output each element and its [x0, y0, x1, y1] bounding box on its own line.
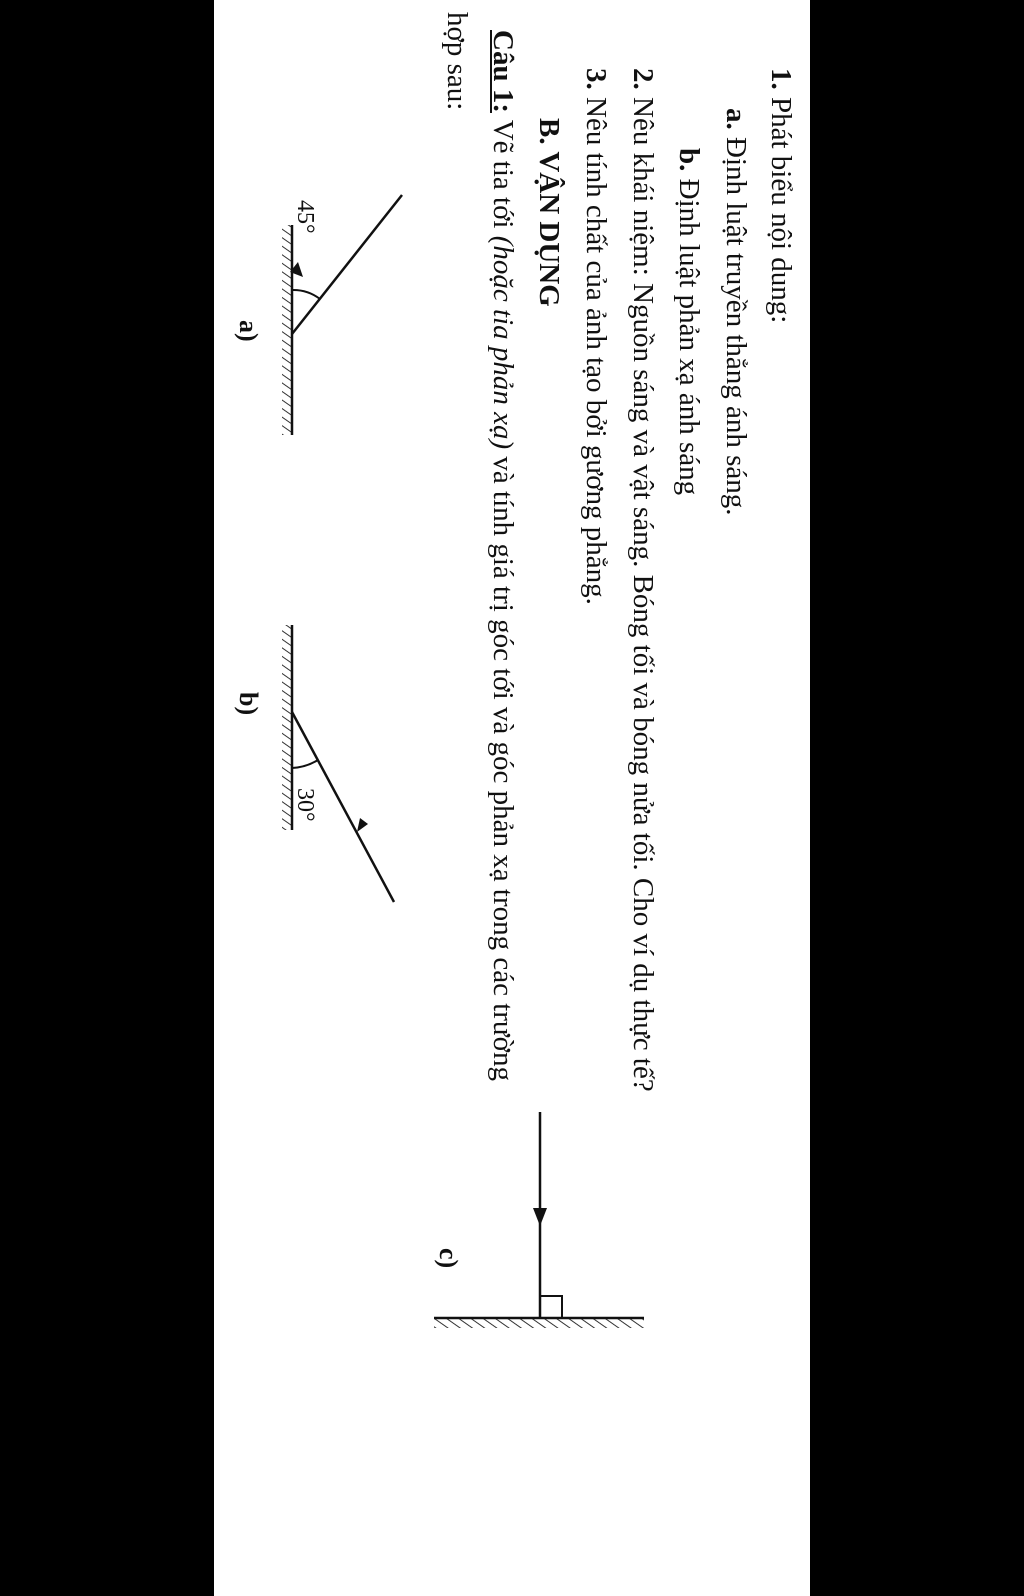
- mirror-a-hatch: [282, 225, 292, 435]
- item-1b: b. Định luật phản xạ ánh sáng: [673, 148, 705, 496]
- item-1a: a. Định luật truyền thẳng ánh sáng.: [720, 108, 752, 516]
- figure-b: [234, 625, 394, 902]
- item-2: 2. Nêu khái niệm: Nguồn sáng và vật sáng. Bóng tối và bóng nửa tối. Cho ví dụ thực tế?: [627, 68, 659, 1092]
- right-angle-c: [540, 1296, 562, 1318]
- item-1: 1. Phát biểu nội dung:: [765, 68, 797, 324]
- item-3: 3. Nêu tính chất của ảnh tạo bởi gương phẳng.: [580, 68, 612, 605]
- mirror-b-hatch: [282, 625, 292, 830]
- angle-label-a: 45°: [292, 200, 318, 234]
- figure-label-b: b): [234, 692, 263, 716]
- angle-arc-b: [292, 760, 318, 768]
- mirror-c-hatch: [434, 1318, 644, 1328]
- arrow-c: [533, 1208, 547, 1226]
- arrow-b: [357, 818, 368, 832]
- figure-a: [234, 195, 402, 435]
- figures-svg: [214, 0, 810, 1596]
- document-page: [214, 0, 810, 1596]
- figure-label-c: c): [434, 1248, 463, 1269]
- angle-label-b: 30°: [292, 788, 318, 822]
- angle-arc-a: [292, 290, 320, 299]
- figure-c: [434, 1112, 644, 1328]
- heading-van-dung: B. VẬN DỤNG: [533, 118, 565, 307]
- figure-label-a: a): [234, 320, 263, 342]
- question-1: Câu 1: Vẽ tia tới (hoặc tia phản xạ) và tính giá trị góc tới và góc phản xạ trong các trường: [487, 30, 519, 1081]
- rotated-content: [214, 0, 810, 1596]
- question-1-line2: hợp sau:: [441, 12, 473, 111]
